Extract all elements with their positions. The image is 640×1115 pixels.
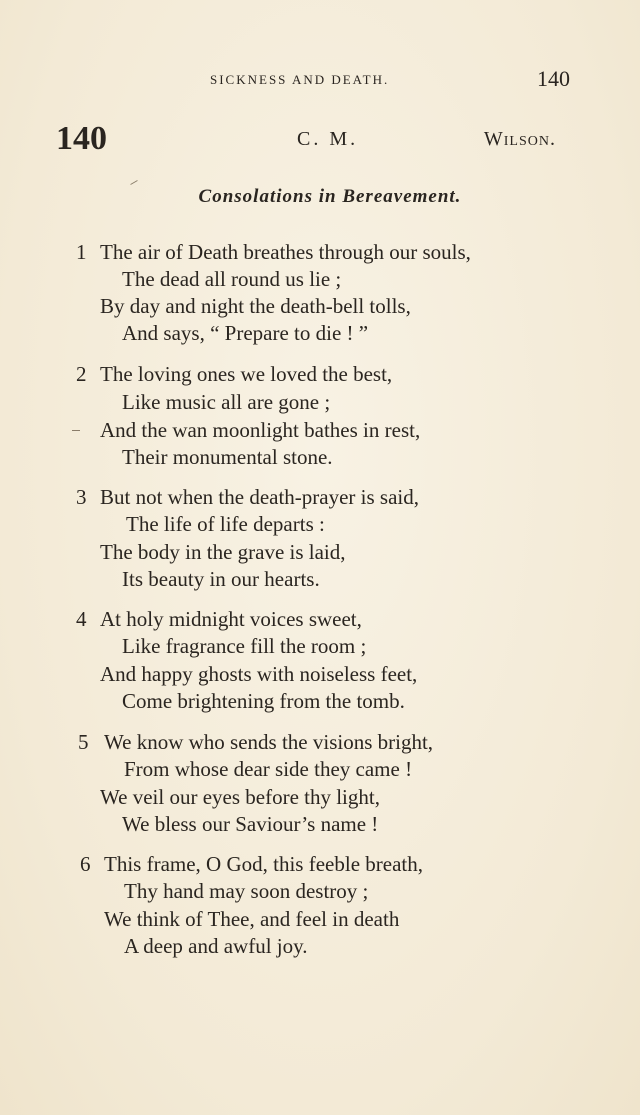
running-title: SICKNESS AND DEATH. [210, 72, 390, 87]
verse-line: Its beauty in our hearts. [122, 567, 320, 591]
verse-number: 4 [76, 607, 87, 631]
verse-line: We veil our eyes before thy light, [100, 785, 380, 809]
verse-line: Like music all are gone ; [122, 390, 331, 414]
verse-line: By day and night the death-bell tolls, [100, 294, 411, 318]
verse-line: A deep and awful joy. [124, 934, 308, 958]
verse-line: The loving ones we loved the best, [100, 362, 393, 386]
verse-number: 6 [80, 852, 91, 876]
verse-number: 2 [76, 362, 87, 386]
verse-line: We know who sends the visions bright, [104, 730, 434, 754]
verse-line: This frame, O God, this feeble breath, [104, 852, 423, 876]
hymn-meter: C. M. [297, 128, 359, 150]
stray-mark [72, 430, 80, 431]
stray-mark [130, 180, 137, 185]
verse-line: At holy midnight voices sweet, [100, 607, 362, 631]
hymn-author: Wilson. [483, 128, 556, 150]
verse-line: From whose dear side they came ! [124, 757, 413, 781]
verse-line: Come brightening from the tomb. [122, 689, 405, 713]
verse-line: We think of Thee, and feel in death [104, 907, 400, 931]
verse-line: The life of life departs : [126, 512, 325, 536]
verse-line: We bless our Saviour’s name ! [122, 812, 379, 836]
verse-line: And happy ghosts with noiseless feet, [100, 662, 418, 686]
verse-line: Their monumental stone. [122, 445, 333, 469]
hymn-number: 140 [56, 120, 107, 157]
hymn-title: Consolations in Bereavement. [198, 186, 462, 207]
page-number: 140 [537, 66, 570, 91]
verse-line: The air of Death breathes through our souls, [100, 240, 471, 264]
verse-line: The dead all round us lie ; [122, 267, 342, 291]
verse-line: Thy hand may soon destroy ; [124, 879, 369, 903]
verse-number: 3 [76, 485, 87, 509]
verse-number: 1 [76, 240, 87, 264]
verse-line: And the wan moonlight bathes in rest, [100, 418, 421, 442]
verse-line: But not when the death-prayer is said, [100, 485, 419, 509]
verse-line: The body in the grave is laid, [100, 540, 346, 564]
verse-line: Like fragrance fill the room ; [122, 634, 367, 658]
verse-line: And says, “ Prepare to die ! ” [122, 321, 369, 345]
verse-number: 5 [78, 730, 89, 754]
